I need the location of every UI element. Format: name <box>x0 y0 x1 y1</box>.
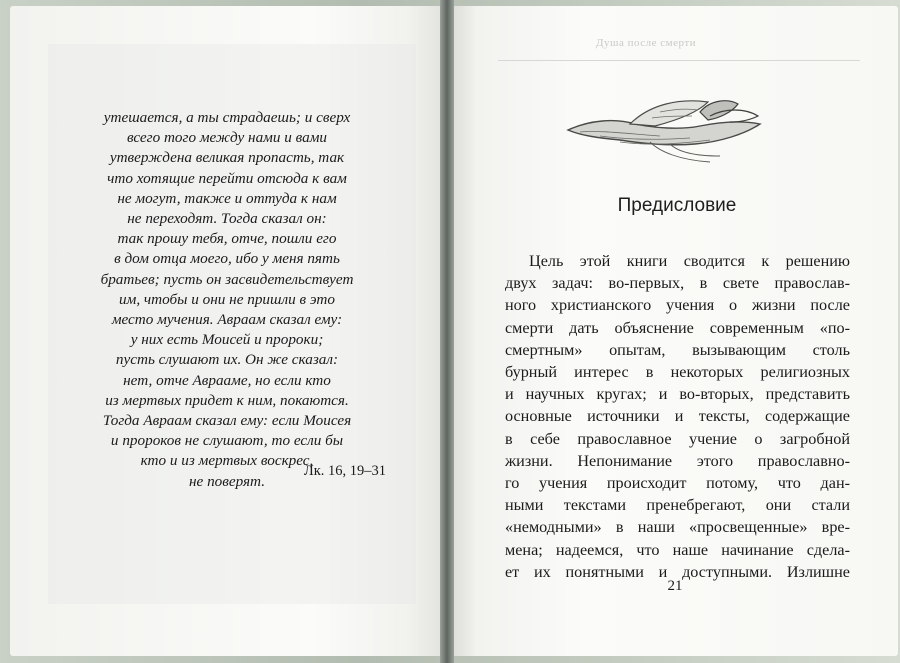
quote-line: братьев; пусть он засвидетельствует <box>100 270 354 288</box>
quote-line: нет, отче Аврааме, но если кто <box>123 371 331 389</box>
quote-line: место мучения. Авраам сказал ему: <box>111 311 343 329</box>
book-gutter <box>440 0 454 663</box>
quote-line: не переходят. Тогда сказал он: <box>127 210 327 228</box>
body-line: Цель этой книги сводится к решению <box>529 252 850 270</box>
preface-body <box>505 250 850 583</box>
body-line: «немодными» в наши «просвещенные» вре- <box>505 518 850 537</box>
scripture-quote <box>68 108 386 492</box>
quote-line: пусть слушают их. Он же сказал: <box>115 351 339 369</box>
body-line: в себе православное учение о загробной <box>505 429 850 448</box>
running-header: Душа после смерти <box>596 37 697 49</box>
bird-ornament-icon <box>560 90 770 168</box>
quote-line: в дом отца моего, ибо у меня пять <box>114 250 340 268</box>
quote-line: что хотящие перейти отсюда к вам <box>107 169 347 187</box>
body-line: смертным» опытам, вызывающим столь <box>505 340 850 359</box>
quote-line: всего того между нами и вами <box>126 129 328 147</box>
body-line: двух задач: во-первых, в свете православ- <box>505 274 850 293</box>
body-line: основные источники и тексты, содержащие <box>505 407 850 426</box>
quote-line: не поверят. <box>189 472 265 490</box>
chapter-title: Предисловие <box>617 195 737 216</box>
body-line: бурный интерес в некоторых религиозных <box>505 363 850 382</box>
body-line: и научных кругах; и во-вторых, представить <box>505 385 850 404</box>
quote-line: из мертвых придет к ним, покаются. <box>105 391 349 409</box>
quote-line: не могут, также и оттуда к нам <box>117 189 337 207</box>
body-line: мена; надеемся, что наше начинание сдела- <box>505 540 850 559</box>
page-number: 21 <box>667 578 683 594</box>
quote-line: Тогда Авраам сказал ему: если Моисея <box>102 412 352 430</box>
body-line: ного христианского учения о жизни после <box>505 296 850 315</box>
header-rule <box>498 60 860 61</box>
quote-line: им, чтобы и они не пришли в это <box>119 290 335 308</box>
quote-line: кто и из мертвых воскрес, <box>140 452 314 470</box>
quote-line: у них есть Моисей и пророки; <box>130 331 324 349</box>
body-line: го учения происходит потому, что дан- <box>505 474 850 493</box>
body-line: жизни. Непонимание этого православно- <box>505 451 850 470</box>
quote-line: утешается, а ты страдаешь; и сверх <box>103 109 351 126</box>
body-line: ными текстами пренебрегают, они стали <box>505 496 850 515</box>
scripture-citation: Лк. 16, 19–31 <box>303 463 386 479</box>
quote-line: утверждена великая пропасть, так <box>109 149 345 167</box>
body-line: ет их понятными и доступными. Излишне <box>505 562 850 581</box>
body-line: смерти дать объяснение современным «по- <box>505 318 850 337</box>
quote-line: и пророков не слушают, то если бы <box>110 432 344 450</box>
quote-line: так прошу тебя, отче, пошли его <box>117 230 337 248</box>
